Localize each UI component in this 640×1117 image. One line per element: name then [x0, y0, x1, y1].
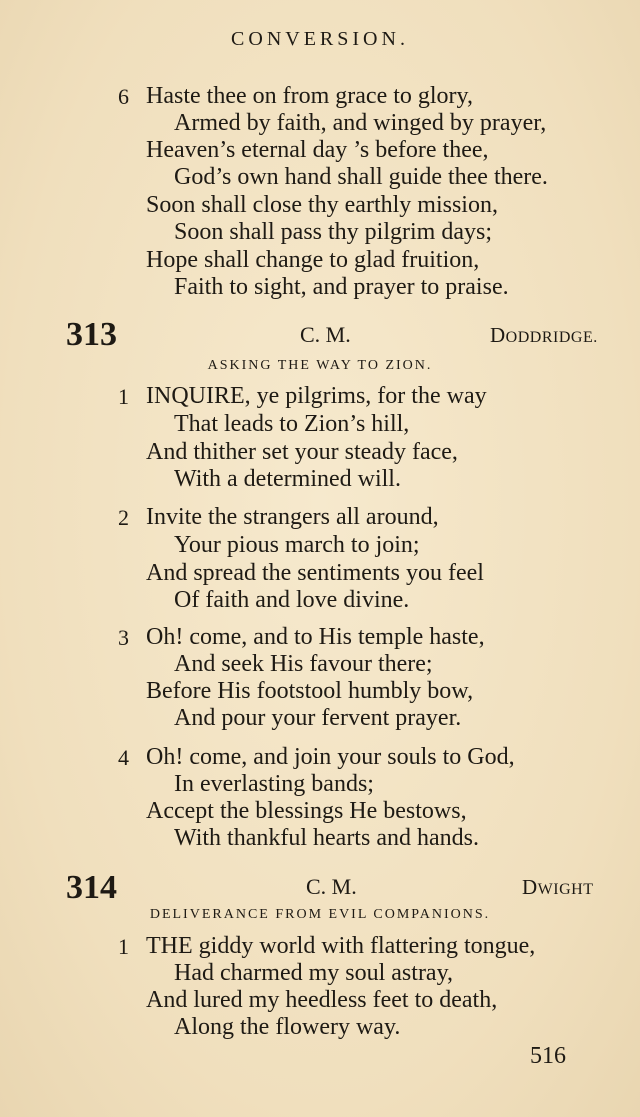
verse-line: And pour your fervent prayer. — [174, 705, 462, 731]
verse-line: That leads to Zion’s hill, — [174, 411, 410, 437]
stanza-number: 4 — [118, 745, 129, 770]
verse-line: Of faith and love divine. — [174, 587, 410, 613]
author-rest: WIGHT — [537, 881, 594, 898]
verse-line: INQUIRE, ye pilgrims, for the way — [146, 383, 487, 409]
verse-line: Oh! come, and join your souls to God, — [146, 744, 515, 770]
verse-line: THE giddy world with flattering tongue, — [146, 933, 536, 959]
stanza-number: 2 — [118, 505, 129, 530]
verse-line: In everlasting bands; — [174, 771, 374, 797]
verse-line: Faith to sight, and prayer to praise. — [174, 274, 509, 300]
verse-line: God’s own hand shall guide thee there. — [174, 164, 548, 190]
verse-line: Your pious march to join; — [174, 532, 420, 558]
verse-line: And spread the sentiments you feel — [146, 560, 484, 586]
stanza-number: 1 — [118, 934, 129, 959]
hymn-meter: C. M. — [300, 322, 351, 347]
verse-line: Heaven’s eternal day ’s before thee, — [146, 137, 489, 163]
verse-line: Had charmed my soul astray, — [174, 960, 454, 986]
page-number: 516 — [530, 1043, 566, 1069]
verse-line: And lured my heedless feet to death, — [146, 987, 498, 1013]
stanza-number: 1 — [118, 384, 129, 409]
hymn-meter: C. M. — [306, 874, 357, 899]
hymn-subtitle: DELIVERANCE FROM EVIL COMPANIONS. — [149, 907, 491, 922]
verse-line: Along the flowery way. — [174, 1014, 401, 1040]
stanza-number: 3 — [118, 625, 129, 650]
verse-line: Accept the blessings He bestows, — [146, 798, 467, 824]
hymn-subtitle: ASKING THE WAY TO ZION. — [207, 358, 433, 373]
verse-line: With thankful hearts and hands. — [174, 825, 479, 851]
verse-line: And seek His favour there; — [174, 651, 433, 677]
verse-line: Soon shall pass thy pilgrim days; — [174, 219, 492, 245]
verse-line: Haste thee on from grace to glory, — [146, 83, 473, 109]
hymn-number: 314 — [66, 869, 117, 906]
verse-line: Soon shall close thy earthly mission, — [146, 192, 498, 218]
verse-line: Invite the strangers all around, — [146, 504, 439, 530]
hymn-author — [522, 877, 593, 898]
author-rest: ODDRIDGE. — [505, 329, 598, 346]
verse-line: And thither set your steady face, — [146, 439, 458, 465]
verse-line: Armed by faith, and winged by prayer, — [174, 110, 547, 136]
author-initial: D — [522, 875, 538, 899]
verse-line: With a determined will. — [174, 466, 401, 492]
verse-line: Hope shall change to glad fruition, — [146, 247, 480, 273]
running-head: CONVERSION. — [231, 28, 409, 50]
hymn-author — [490, 325, 598, 346]
stanza-number: 6 — [118, 84, 129, 109]
author-initial: D — [490, 323, 506, 347]
verse-line: Oh! come, and to His temple haste, — [146, 624, 485, 650]
verse-line: Before His footstool humbly bow, — [146, 678, 474, 704]
hymn-number: 313 — [66, 316, 117, 353]
